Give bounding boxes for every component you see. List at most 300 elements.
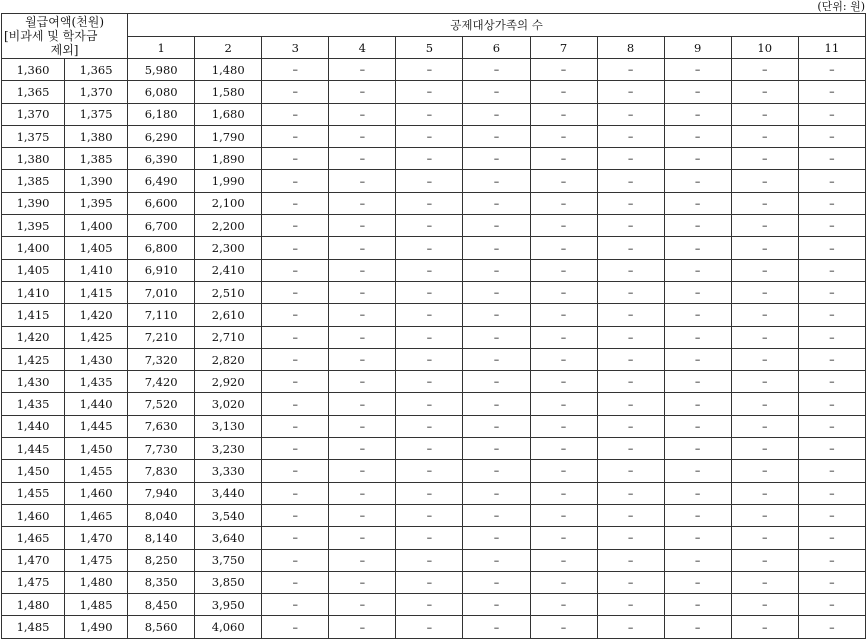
empty-tax-cell: – bbox=[262, 438, 329, 460]
empty-tax-cell: – bbox=[463, 215, 530, 237]
empty-tax-cell: – bbox=[329, 482, 396, 504]
empty-tax-cell: – bbox=[396, 215, 463, 237]
tax-2-dependents-cell: 1,580 bbox=[195, 81, 262, 103]
empty-tax-cell: – bbox=[664, 616, 731, 638]
empty-tax-cell: – bbox=[329, 549, 396, 571]
empty-tax-cell: – bbox=[664, 81, 731, 103]
salary-from-cell: 1,450 bbox=[2, 460, 65, 482]
empty-tax-cell: – bbox=[530, 460, 597, 482]
empty-tax-cell: – bbox=[664, 304, 731, 326]
empty-tax-cell: – bbox=[329, 103, 396, 125]
table-row bbox=[2, 192, 866, 214]
empty-tax-cell: – bbox=[262, 393, 329, 415]
tax-1-dependent-cell: 6,290 bbox=[128, 125, 195, 147]
tax-2-dependents-cell: 3,540 bbox=[195, 504, 262, 526]
tax-1-dependent-cell: 7,730 bbox=[128, 438, 195, 460]
empty-tax-cell: – bbox=[262, 103, 329, 125]
dependent-count-header: 7 bbox=[530, 37, 597, 59]
empty-tax-cell: – bbox=[329, 281, 396, 303]
empty-tax-cell: – bbox=[597, 170, 664, 192]
tax-1-dependent-cell: 7,010 bbox=[128, 281, 195, 303]
salary-from-cell: 1,360 bbox=[2, 59, 65, 81]
empty-tax-cell: – bbox=[798, 482, 865, 504]
empty-tax-cell: – bbox=[597, 281, 664, 303]
empty-tax-cell: – bbox=[664, 415, 731, 437]
empty-tax-cell: – bbox=[262, 616, 329, 638]
empty-tax-cell: – bbox=[396, 192, 463, 214]
empty-tax-cell: – bbox=[530, 393, 597, 415]
empty-tax-cell: – bbox=[798, 125, 865, 147]
empty-tax-cell: – bbox=[530, 192, 597, 214]
tax-1-dependent-cell: 7,320 bbox=[128, 348, 195, 370]
empty-tax-cell: – bbox=[597, 549, 664, 571]
empty-tax-cell: – bbox=[530, 326, 597, 348]
table-row bbox=[2, 170, 866, 192]
table-row bbox=[2, 438, 866, 460]
empty-tax-cell: – bbox=[262, 594, 329, 616]
empty-tax-cell: – bbox=[664, 59, 731, 81]
empty-tax-cell: – bbox=[396, 527, 463, 549]
empty-tax-cell: – bbox=[597, 215, 664, 237]
empty-tax-cell: – bbox=[597, 504, 664, 526]
tax-2-dependents-cell: 3,640 bbox=[195, 527, 262, 549]
empty-tax-cell: – bbox=[396, 616, 463, 638]
salary-from-cell: 1,405 bbox=[2, 259, 65, 281]
empty-tax-cell: – bbox=[463, 482, 530, 504]
empty-tax-cell: – bbox=[262, 81, 329, 103]
empty-tax-cell: – bbox=[731, 192, 798, 214]
tax-1-dependent-cell: 7,830 bbox=[128, 460, 195, 482]
empty-tax-cell: – bbox=[396, 237, 463, 259]
tax-2-dependents-cell: 3,950 bbox=[195, 594, 262, 616]
empty-tax-cell: – bbox=[329, 571, 396, 593]
empty-tax-cell: – bbox=[798, 549, 865, 571]
empty-tax-cell: – bbox=[597, 616, 664, 638]
tax-1-dependent-cell: 7,420 bbox=[128, 371, 195, 393]
tax-2-dependents-cell: 1,790 bbox=[195, 125, 262, 147]
tax-2-dependents-cell: 3,020 bbox=[195, 393, 262, 415]
empty-tax-cell: – bbox=[329, 59, 396, 81]
tax-1-dependent-cell: 5,980 bbox=[128, 59, 195, 81]
table-row bbox=[2, 482, 866, 504]
empty-tax-cell: – bbox=[262, 549, 329, 571]
salary-from-cell: 1,375 bbox=[2, 125, 65, 147]
empty-tax-cell: – bbox=[463, 304, 530, 326]
empty-tax-cell: – bbox=[798, 281, 865, 303]
table-row bbox=[2, 415, 866, 437]
tax-1-dependent-cell: 6,600 bbox=[128, 192, 195, 214]
empty-tax-cell: – bbox=[329, 170, 396, 192]
salary-to-cell: 1,365 bbox=[65, 59, 128, 81]
salary-from-cell: 1,480 bbox=[2, 594, 65, 616]
tax-2-dependents-cell: 3,230 bbox=[195, 438, 262, 460]
table-row bbox=[2, 371, 866, 393]
salary-to-cell: 1,430 bbox=[65, 348, 128, 370]
tax-2-dependents-cell: 1,890 bbox=[195, 148, 262, 170]
empty-tax-cell: – bbox=[463, 438, 530, 460]
empty-tax-cell: – bbox=[731, 103, 798, 125]
empty-tax-cell: – bbox=[798, 81, 865, 103]
empty-tax-cell: – bbox=[329, 259, 396, 281]
tax-2-dependents-cell: 3,440 bbox=[195, 482, 262, 504]
empty-tax-cell: – bbox=[798, 527, 865, 549]
empty-tax-cell: – bbox=[396, 125, 463, 147]
salary-header-line2: [비과세 및 학자금 bbox=[4, 29, 98, 43]
table-row bbox=[2, 103, 866, 125]
empty-tax-cell: – bbox=[731, 527, 798, 549]
salary-header bbox=[2, 14, 128, 59]
dependent-count-header: 4 bbox=[329, 37, 396, 59]
tax-1-dependent-cell: 8,140 bbox=[128, 527, 195, 549]
empty-tax-cell: – bbox=[329, 125, 396, 147]
salary-to-cell: 1,470 bbox=[65, 527, 128, 549]
empty-tax-cell: – bbox=[530, 148, 597, 170]
empty-tax-cell: – bbox=[530, 371, 597, 393]
empty-tax-cell: – bbox=[798, 192, 865, 214]
dependent-count-header: 9 bbox=[664, 37, 731, 59]
empty-tax-cell: – bbox=[463, 571, 530, 593]
empty-tax-cell: – bbox=[731, 59, 798, 81]
empty-tax-cell: – bbox=[463, 170, 530, 192]
tax-1-dependent-cell: 8,450 bbox=[128, 594, 195, 616]
dependent-count-header: 2 bbox=[195, 37, 262, 59]
salary-from-cell: 1,425 bbox=[2, 348, 65, 370]
empty-tax-cell: – bbox=[731, 326, 798, 348]
empty-tax-cell: – bbox=[664, 460, 731, 482]
empty-tax-cell: – bbox=[396, 415, 463, 437]
empty-tax-cell: – bbox=[262, 148, 329, 170]
empty-tax-cell: – bbox=[396, 549, 463, 571]
empty-tax-cell: – bbox=[463, 393, 530, 415]
empty-tax-cell: – bbox=[262, 415, 329, 437]
table-row bbox=[2, 59, 866, 81]
salary-from-cell: 1,485 bbox=[2, 616, 65, 638]
salary-to-cell: 1,410 bbox=[65, 259, 128, 281]
empty-tax-cell: – bbox=[597, 125, 664, 147]
tax-1-dependent-cell: 8,560 bbox=[128, 616, 195, 638]
empty-tax-cell: – bbox=[329, 371, 396, 393]
salary-to-cell: 1,390 bbox=[65, 170, 128, 192]
empty-tax-cell: – bbox=[597, 192, 664, 214]
salary-to-cell: 1,455 bbox=[65, 460, 128, 482]
empty-tax-cell: – bbox=[530, 59, 597, 81]
tax-2-dependents-cell: 1,680 bbox=[195, 103, 262, 125]
empty-tax-cell: – bbox=[597, 148, 664, 170]
table-row bbox=[2, 393, 866, 415]
salary-from-cell: 1,365 bbox=[2, 81, 65, 103]
empty-tax-cell: – bbox=[329, 237, 396, 259]
empty-tax-cell: – bbox=[731, 170, 798, 192]
empty-tax-cell: – bbox=[731, 304, 798, 326]
empty-tax-cell: – bbox=[731, 460, 798, 482]
salary-from-cell: 1,475 bbox=[2, 571, 65, 593]
empty-tax-cell: – bbox=[329, 81, 396, 103]
empty-tax-cell: – bbox=[664, 237, 731, 259]
empty-tax-cell: – bbox=[798, 616, 865, 638]
table-row bbox=[2, 304, 866, 326]
salary-header-line1: 월급여액(천원) bbox=[25, 15, 105, 29]
tax-2-dependents-cell: 2,920 bbox=[195, 371, 262, 393]
dependent-count-header: 8 bbox=[597, 37, 664, 59]
salary-to-cell: 1,440 bbox=[65, 393, 128, 415]
empty-tax-cell: – bbox=[396, 59, 463, 81]
empty-tax-cell: – bbox=[798, 326, 865, 348]
empty-tax-cell: – bbox=[731, 348, 798, 370]
salary-to-cell: 1,380 bbox=[65, 125, 128, 147]
empty-tax-cell: – bbox=[597, 482, 664, 504]
tax-2-dependents-cell: 2,820 bbox=[195, 348, 262, 370]
empty-tax-cell: – bbox=[262, 348, 329, 370]
tax-2-dependents-cell: 3,850 bbox=[195, 571, 262, 593]
tax-2-dependents-cell: 2,410 bbox=[195, 259, 262, 281]
salary-to-cell: 1,450 bbox=[65, 438, 128, 460]
empty-tax-cell: – bbox=[798, 571, 865, 593]
empty-tax-cell: – bbox=[664, 103, 731, 125]
empty-tax-cell: – bbox=[463, 549, 530, 571]
empty-tax-cell: – bbox=[329, 393, 396, 415]
empty-tax-cell: – bbox=[597, 326, 664, 348]
empty-tax-cell: – bbox=[731, 148, 798, 170]
empty-tax-cell: – bbox=[798, 148, 865, 170]
table-row bbox=[2, 504, 866, 526]
salary-to-cell: 1,435 bbox=[65, 371, 128, 393]
empty-tax-cell: – bbox=[530, 281, 597, 303]
empty-tax-cell: – bbox=[463, 103, 530, 125]
empty-tax-cell: – bbox=[530, 438, 597, 460]
empty-tax-cell: – bbox=[396, 326, 463, 348]
empty-tax-cell: – bbox=[798, 215, 865, 237]
empty-tax-cell: – bbox=[597, 59, 664, 81]
empty-tax-cell: – bbox=[597, 460, 664, 482]
empty-tax-cell: – bbox=[597, 393, 664, 415]
salary-from-cell: 1,420 bbox=[2, 326, 65, 348]
empty-tax-cell: – bbox=[463, 594, 530, 616]
empty-tax-cell: – bbox=[262, 259, 329, 281]
salary-from-cell: 1,415 bbox=[2, 304, 65, 326]
empty-tax-cell: – bbox=[329, 504, 396, 526]
tax-2-dependents-cell: 2,100 bbox=[195, 192, 262, 214]
salary-from-cell: 1,430 bbox=[2, 371, 65, 393]
empty-tax-cell: – bbox=[262, 192, 329, 214]
empty-tax-cell: – bbox=[664, 482, 731, 504]
empty-tax-cell: – bbox=[530, 348, 597, 370]
empty-tax-cell: – bbox=[798, 259, 865, 281]
dependent-count-header: 10 bbox=[731, 37, 798, 59]
empty-tax-cell: – bbox=[664, 594, 731, 616]
empty-tax-cell: – bbox=[530, 170, 597, 192]
empty-tax-cell: – bbox=[597, 415, 664, 437]
empty-tax-cell: – bbox=[798, 460, 865, 482]
table-row bbox=[2, 594, 866, 616]
empty-tax-cell: – bbox=[597, 571, 664, 593]
empty-tax-cell: – bbox=[329, 438, 396, 460]
empty-tax-cell: – bbox=[329, 215, 396, 237]
empty-tax-cell: – bbox=[731, 125, 798, 147]
empty-tax-cell: – bbox=[262, 326, 329, 348]
salary-from-cell: 1,370 bbox=[2, 103, 65, 125]
salary-from-cell: 1,455 bbox=[2, 482, 65, 504]
empty-tax-cell: – bbox=[329, 304, 396, 326]
tax-1-dependent-cell: 8,250 bbox=[128, 549, 195, 571]
empty-tax-cell: – bbox=[530, 527, 597, 549]
tax-1-dependent-cell: 7,630 bbox=[128, 415, 195, 437]
salary-to-cell: 1,475 bbox=[65, 549, 128, 571]
empty-tax-cell: – bbox=[798, 304, 865, 326]
empty-tax-cell: – bbox=[530, 616, 597, 638]
empty-tax-cell: – bbox=[597, 304, 664, 326]
empty-tax-cell: – bbox=[396, 81, 463, 103]
salary-to-cell: 1,465 bbox=[65, 504, 128, 526]
empty-tax-cell: – bbox=[329, 594, 396, 616]
empty-tax-cell: – bbox=[396, 304, 463, 326]
empty-tax-cell: – bbox=[396, 371, 463, 393]
empty-tax-cell: – bbox=[798, 504, 865, 526]
empty-tax-cell: – bbox=[396, 259, 463, 281]
table-row bbox=[2, 215, 866, 237]
table-row bbox=[2, 81, 866, 103]
tax-1-dependent-cell: 6,080 bbox=[128, 81, 195, 103]
empty-tax-cell: – bbox=[396, 460, 463, 482]
empty-tax-cell: – bbox=[664, 504, 731, 526]
salary-to-cell: 1,490 bbox=[65, 616, 128, 638]
empty-tax-cell: – bbox=[664, 281, 731, 303]
empty-tax-cell: – bbox=[664, 371, 731, 393]
empty-tax-cell: – bbox=[731, 549, 798, 571]
dependent-count-header: 5 bbox=[396, 37, 463, 59]
empty-tax-cell: – bbox=[463, 326, 530, 348]
empty-tax-cell: – bbox=[262, 482, 329, 504]
empty-tax-cell: – bbox=[664, 170, 731, 192]
empty-tax-cell: – bbox=[262, 125, 329, 147]
table-row bbox=[2, 460, 866, 482]
empty-tax-cell: – bbox=[798, 237, 865, 259]
empty-tax-cell: – bbox=[530, 237, 597, 259]
empty-tax-cell: – bbox=[396, 348, 463, 370]
empty-tax-cell: – bbox=[664, 125, 731, 147]
empty-tax-cell: – bbox=[396, 438, 463, 460]
table-row bbox=[2, 326, 866, 348]
empty-tax-cell: – bbox=[530, 215, 597, 237]
empty-tax-cell: – bbox=[396, 148, 463, 170]
salary-to-cell: 1,400 bbox=[65, 215, 128, 237]
salary-header-line3: 제외] bbox=[50, 43, 79, 57]
empty-tax-cell: – bbox=[798, 170, 865, 192]
empty-tax-cell: – bbox=[329, 192, 396, 214]
salary-from-cell: 1,440 bbox=[2, 415, 65, 437]
empty-tax-cell: – bbox=[798, 415, 865, 437]
empty-tax-cell: – bbox=[597, 527, 664, 549]
salary-to-cell: 1,370 bbox=[65, 81, 128, 103]
table-row bbox=[2, 348, 866, 370]
salary-from-cell: 1,470 bbox=[2, 549, 65, 571]
salary-to-cell: 1,420 bbox=[65, 304, 128, 326]
empty-tax-cell: – bbox=[262, 170, 329, 192]
empty-tax-cell: – bbox=[731, 393, 798, 415]
empty-tax-cell: – bbox=[798, 393, 865, 415]
empty-tax-cell: – bbox=[463, 616, 530, 638]
empty-tax-cell: – bbox=[731, 237, 798, 259]
tax-2-dependents-cell: 3,330 bbox=[195, 460, 262, 482]
table-row bbox=[2, 237, 866, 259]
empty-tax-cell: – bbox=[396, 103, 463, 125]
empty-tax-cell: – bbox=[731, 616, 798, 638]
empty-tax-cell: – bbox=[463, 415, 530, 437]
salary-from-cell: 1,465 bbox=[2, 527, 65, 549]
empty-tax-cell: – bbox=[329, 326, 396, 348]
empty-tax-cell: – bbox=[329, 616, 396, 638]
tax-1-dependent-cell: 8,350 bbox=[128, 571, 195, 593]
empty-tax-cell: – bbox=[530, 482, 597, 504]
table-row bbox=[2, 616, 866, 638]
empty-tax-cell: – bbox=[530, 81, 597, 103]
empty-tax-cell: – bbox=[798, 59, 865, 81]
empty-tax-cell: – bbox=[463, 504, 530, 526]
empty-tax-cell: – bbox=[530, 304, 597, 326]
empty-tax-cell: – bbox=[597, 237, 664, 259]
empty-tax-cell: – bbox=[329, 148, 396, 170]
salary-to-cell: 1,405 bbox=[65, 237, 128, 259]
tax-1-dependent-cell: 7,210 bbox=[128, 326, 195, 348]
empty-tax-cell: – bbox=[597, 103, 664, 125]
salary-to-cell: 1,445 bbox=[65, 415, 128, 437]
salary-from-cell: 1,410 bbox=[2, 281, 65, 303]
tax-1-dependent-cell: 6,910 bbox=[128, 259, 195, 281]
empty-tax-cell: – bbox=[463, 527, 530, 549]
empty-tax-cell: – bbox=[664, 393, 731, 415]
empty-tax-cell: – bbox=[262, 460, 329, 482]
empty-tax-cell: – bbox=[731, 594, 798, 616]
empty-tax-cell: – bbox=[463, 237, 530, 259]
salary-from-cell: 1,390 bbox=[2, 192, 65, 214]
empty-tax-cell: – bbox=[731, 504, 798, 526]
empty-tax-cell: – bbox=[597, 594, 664, 616]
empty-tax-cell: – bbox=[396, 594, 463, 616]
tax-1-dependent-cell: 7,110 bbox=[128, 304, 195, 326]
empty-tax-cell: – bbox=[463, 59, 530, 81]
tax-2-dependents-cell: 2,300 bbox=[195, 237, 262, 259]
salary-to-cell: 1,460 bbox=[65, 482, 128, 504]
empty-tax-cell: – bbox=[396, 482, 463, 504]
empty-tax-cell: – bbox=[329, 527, 396, 549]
empty-tax-cell: – bbox=[530, 571, 597, 593]
empty-tax-cell: – bbox=[262, 59, 329, 81]
empty-tax-cell: – bbox=[262, 237, 329, 259]
tax-1-dependent-cell: 6,180 bbox=[128, 103, 195, 125]
tax-1-dependent-cell: 6,390 bbox=[128, 148, 195, 170]
empty-tax-cell: – bbox=[262, 504, 329, 526]
empty-tax-cell: – bbox=[530, 504, 597, 526]
salary-from-cell: 1,460 bbox=[2, 504, 65, 526]
empty-tax-cell: – bbox=[597, 259, 664, 281]
withholding-tax-table bbox=[1, 13, 866, 639]
tax-2-dependents-cell: 1,990 bbox=[195, 170, 262, 192]
tax-1-dependent-cell: 7,520 bbox=[128, 393, 195, 415]
tax-1-dependent-cell: 6,490 bbox=[128, 170, 195, 192]
empty-tax-cell: – bbox=[731, 215, 798, 237]
empty-tax-cell: – bbox=[463, 371, 530, 393]
table-row bbox=[2, 571, 866, 593]
salary-to-cell: 1,415 bbox=[65, 281, 128, 303]
tax-2-dependents-cell: 1,480 bbox=[195, 59, 262, 81]
tax-2-dependents-cell: 3,750 bbox=[195, 549, 262, 571]
table-row bbox=[2, 527, 866, 549]
empty-tax-cell: – bbox=[396, 393, 463, 415]
empty-tax-cell: – bbox=[597, 438, 664, 460]
empty-tax-cell: – bbox=[262, 371, 329, 393]
empty-tax-cell: – bbox=[798, 438, 865, 460]
empty-tax-cell: – bbox=[329, 460, 396, 482]
dependent-count-header: 11 bbox=[798, 37, 865, 59]
